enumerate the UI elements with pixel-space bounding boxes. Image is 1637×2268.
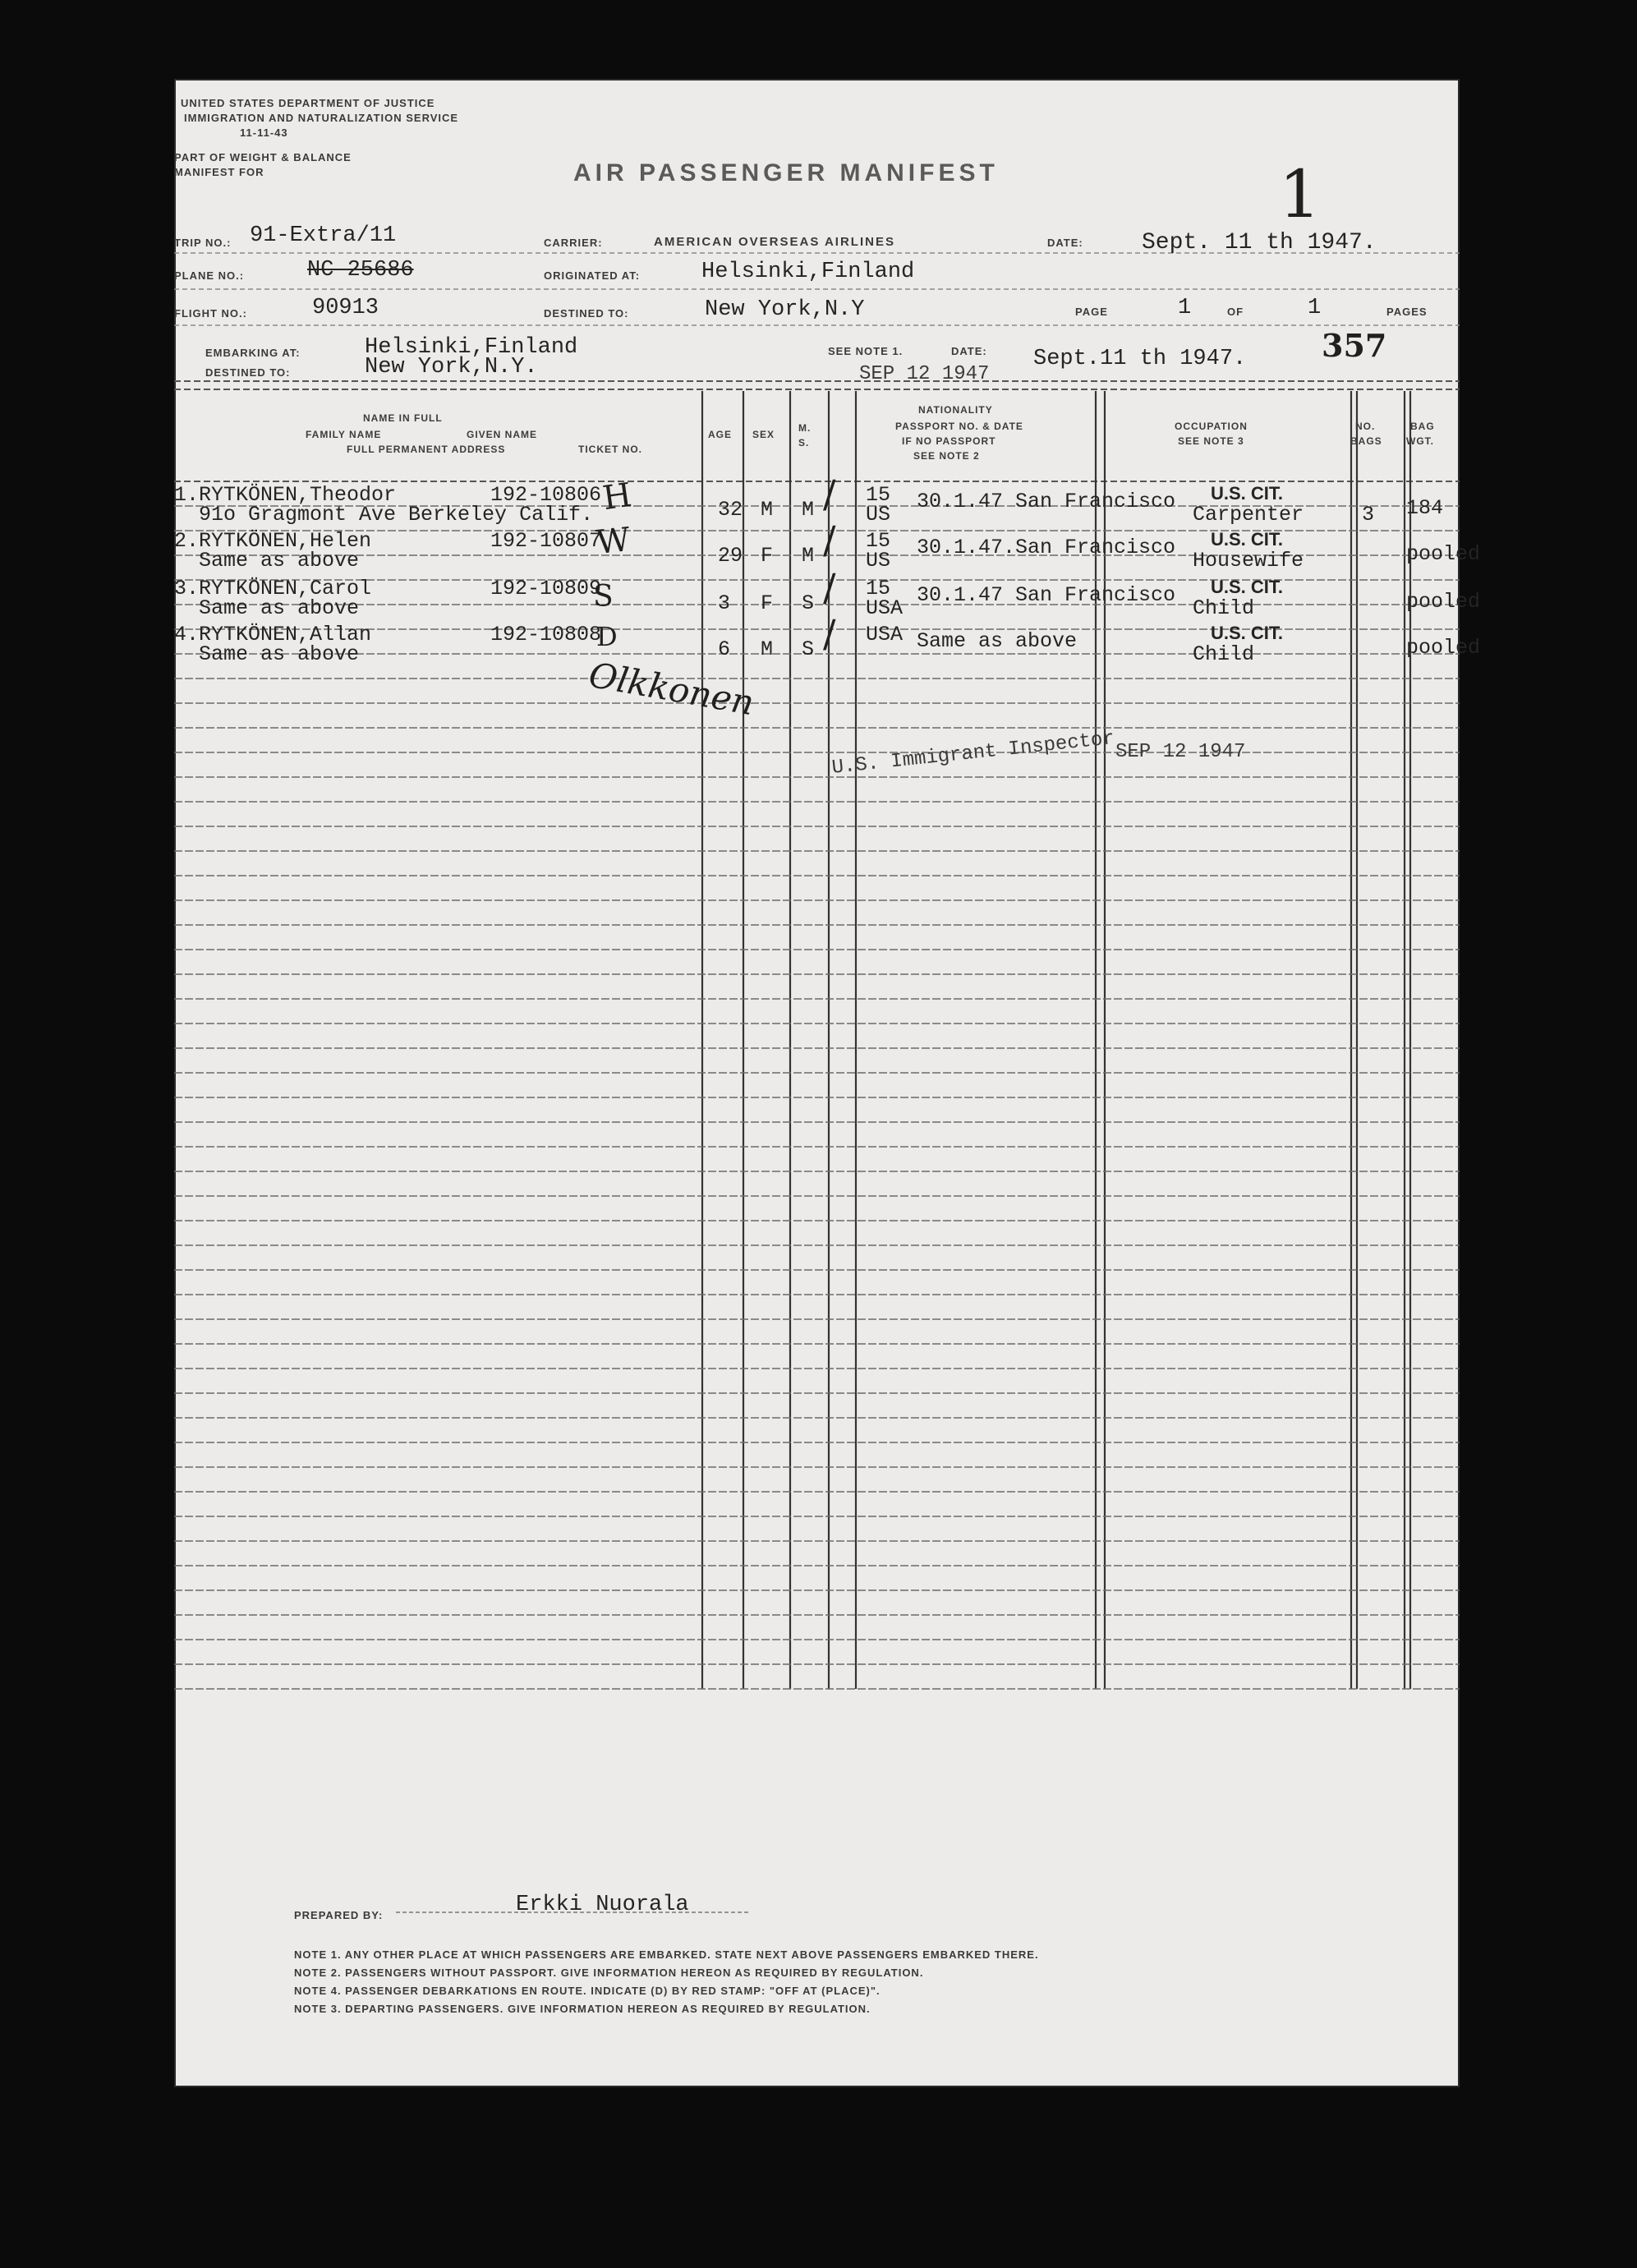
handwritten-mark-2: W: [594, 520, 632, 563]
plane-value: NC 25686: [307, 258, 414, 283]
manifest-sheet: [174, 79, 1481, 2087]
marital-status: S: [802, 637, 815, 661]
bag-weight: pooled: [1406, 636, 1481, 660]
handwritten-mark-4: D: [596, 621, 618, 652]
marital-status: M: [802, 498, 815, 522]
see-note-label: SEE NOTE 1.: [828, 345, 904, 357]
immigrant-inspector-stamp: U.S. Immigrant Inspector: [830, 728, 1116, 780]
date-value: Sept. 11 th 1947.: [1142, 230, 1377, 255]
handwritten-mark-3: S: [593, 580, 614, 614]
nationality-country: US: [866, 549, 891, 573]
passenger-age: 32: [718, 498, 743, 522]
col-no-passport: IF NO PASSPORT: [902, 435, 996, 447]
pages-label: PAGES: [1386, 306, 1428, 318]
occupation-nationality: U.S. CIT.: [1211, 529, 1284, 550]
of-label: OF: [1227, 306, 1244, 318]
col-bags-no: NO.: [1355, 421, 1376, 432]
bag-count: 3: [1362, 503, 1375, 527]
trip-value: 91-Extra/11: [250, 223, 397, 248]
pages-value: 1: [1308, 296, 1322, 320]
check-mark-icon: /: [823, 472, 836, 516]
note-1: NOTE 1. ANY OTHER PLACE AT WHICH PASSENGERS ARE EMBARKED. STATE NEXT ABOVE PASSENGERS EMBARKED THERE.: [294, 1948, 1039, 1961]
passenger-address: Same as above: [199, 549, 360, 573]
passenger-name: 1.RYTKÖNEN,Theodor: [174, 483, 397, 507]
destined-label: DESTINED TO:: [544, 307, 629, 320]
agency-line-3: 11-11-43: [240, 127, 288, 139]
note-3: NOTE 3. DEPARTING PASSENGERS. GIVE INFORMATION HEREON AS REQUIRED BY REGULATION.: [294, 2003, 871, 2015]
occupation: Housewife: [1193, 549, 1304, 573]
nationality-country: US: [866, 503, 891, 527]
passport-info: 30.1.47 San Francisco: [917, 490, 1176, 513]
bag-weight: 184: [1406, 496, 1444, 520]
trip-label: TRIP NO.:: [174, 237, 232, 249]
agency-line-1: UNITED STATES DEPARTMENT OF JUSTICE: [181, 97, 435, 109]
passenger-address: Same as above: [199, 642, 360, 666]
col-given-name: GIVEN NAME: [467, 429, 538, 440]
marital-status: S: [802, 591, 815, 615]
ticket-number: 192-10806: [490, 483, 602, 507]
col-address: FULL PERMANENT ADDRESS: [347, 444, 506, 455]
col-bag-wgt-1: BAG: [1410, 421, 1435, 432]
inspection-stamp-date: SEP 12 1947: [1115, 741, 1246, 763]
handwritten-page-number: 1: [1279, 156, 1321, 232]
ticket-number: 192-10808: [490, 623, 602, 646]
part-of-label: PART OF WEIGHT & BALANCE: [174, 151, 352, 163]
passenger-name: 4.RYTKÖNEN,Allan: [174, 623, 372, 646]
col-bag-wgt-2: WGT.: [1406, 435, 1434, 447]
flight-label: FLIGHT NO.:: [174, 307, 247, 320]
embarking-label: EMBARKING AT:: [205, 347, 301, 359]
handwritten-mark-1: H: [600, 476, 634, 518]
bag-weight: pooled: [1406, 542, 1481, 566]
prepared-by-value: Erkki Nuorala: [516, 1893, 689, 1917]
date2-value: Sept.11 th 1947.: [1033, 347, 1247, 371]
occupation: Child: [1193, 596, 1255, 620]
col-see-note-2: SEE NOTE 2: [913, 450, 980, 462]
passport-info: Same as above: [917, 629, 1078, 653]
originated-label: ORIGINATED AT:: [544, 269, 641, 282]
bag-weight: pooled: [1406, 590, 1481, 614]
passport-info: 30.1.47.San Francisco: [917, 536, 1176, 559]
col-occupation: OCCUPATION: [1175, 421, 1248, 432]
destined2-label: DESTINED TO:: [205, 366, 291, 379]
plane-label: PLANE NO.:: [174, 269, 245, 282]
destined-value: New York,N.Y: [705, 297, 865, 322]
passenger-address: Same as above: [199, 596, 360, 620]
manifest-for-label: MANIFEST FOR: [174, 166, 264, 178]
occupation: Carpenter: [1193, 503, 1304, 527]
page-title: AIR PASSENGER MANIFEST: [573, 159, 999, 186]
destined2-value: New York,N.Y.: [365, 355, 538, 380]
passport-info: 30.1.47 San Francisco: [917, 583, 1176, 607]
col-sex: SEX: [752, 429, 775, 440]
ticket-number: 192-10809: [490, 577, 602, 600]
passenger-sex: F: [761, 544, 774, 568]
arrival-stamp-date: SEP 12 1947: [859, 363, 990, 385]
manifest-number: 357: [1322, 327, 1387, 364]
passenger-age: 3: [718, 591, 731, 615]
occupation-nationality: U.S. CIT.: [1211, 623, 1284, 643]
passenger-age: 6: [718, 637, 731, 661]
check-mark-icon: /: [823, 611, 836, 656]
col-name-heading: NAME IN FULL: [363, 412, 443, 424]
note-4: NOTE 4. PASSENGER DEBARKATIONS EN ROUTE. INDICATE (D) BY RED STAMP: "OFF AT (PLACE)".: [294, 1985, 881, 1997]
col-see-note-3: SEE NOTE 3: [1178, 435, 1244, 447]
nationality-code: USA: [866, 623, 904, 646]
col-marital-s: S.: [798, 437, 810, 449]
col-age: AGE: [708, 429, 733, 440]
occupation: Child: [1193, 642, 1255, 666]
passenger-sex: F: [761, 591, 774, 615]
table-grid: [174, 79, 1460, 2087]
passenger-sex: M: [761, 498, 774, 522]
ticket-number: 192-10807: [490, 529, 602, 553]
passenger-age: 29: [718, 544, 743, 568]
passenger-name: 3.RYTKÖNEN,Carol: [174, 577, 372, 600]
page-value: 1: [1178, 296, 1192, 320]
occupation-nationality: U.S. CIT.: [1211, 577, 1284, 597]
prepared-by-label: PREPARED BY:: [294, 1909, 384, 1921]
col-ticket: TICKET NO.: [578, 444, 642, 455]
check-mark-icon: /: [823, 565, 836, 610]
agency-line-2: IMMIGRATION AND NATURALIZATION SERVICE: [184, 112, 459, 124]
carrier-label: CARRIER:: [544, 237, 603, 249]
nationality-code: 15: [866, 529, 891, 553]
passenger-address: 91o Gragmont Ave Berkeley Calif.: [199, 503, 594, 527]
occupation-nationality: U.S. CIT.: [1211, 483, 1284, 504]
nationality-code: 15: [866, 577, 891, 600]
flight-value: 90913: [312, 296, 379, 320]
col-passport: PASSPORT NO. & DATE: [895, 421, 1023, 432]
date2-label: DATE:: [951, 345, 987, 357]
col-nationality: NATIONALITY: [918, 404, 993, 416]
embarking-value: Helsinki,Finland: [365, 335, 578, 360]
nationality-code: 15: [866, 483, 891, 507]
col-family-name: FAMILY NAME: [306, 429, 382, 440]
note-2: NOTE 2. PASSENGERS WITHOUT PASSPORT. GIVE INFORMATION HEREON AS REQUIRED BY REGULATION.: [294, 1967, 924, 1979]
passenger-sex: M: [761, 637, 774, 661]
date-label: DATE:: [1047, 237, 1083, 249]
nationality-country: USA: [866, 596, 904, 620]
page-label: PAGE: [1075, 306, 1108, 318]
inspector-signature: Olkkonen: [586, 654, 757, 724]
col-marital-m: M.: [798, 422, 812, 434]
check-mark-icon: /: [823, 518, 836, 562]
marital-status: M: [802, 544, 815, 568]
originated-value: Helsinki,Finland: [701, 260, 915, 284]
col-bags: BAGS: [1350, 435, 1382, 447]
carrier-value: AMERICAN OVERSEAS AIRLINES: [654, 235, 895, 249]
passenger-name: 2.RYTKÖNEN,Helen: [174, 529, 372, 553]
